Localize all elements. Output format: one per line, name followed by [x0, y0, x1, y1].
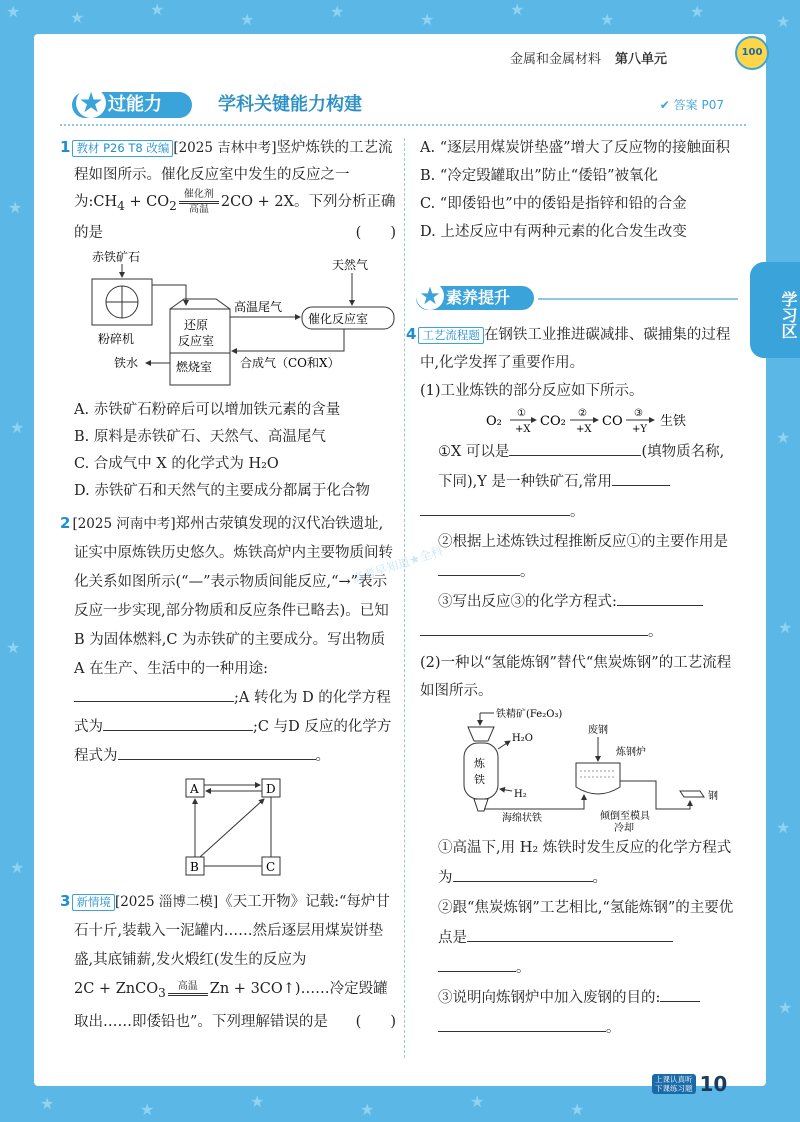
q4-steel-diagram — [420, 705, 736, 833]
section-subtitle: 学科关键能力构建 — [218, 94, 362, 115]
svg-text:炼: 炼 — [474, 757, 485, 770]
q1-number: 1 — [60, 138, 71, 156]
unit-title: 第八单元 — [615, 52, 668, 67]
svg-text:海绵状铁: 海绵状铁 — [502, 813, 542, 824]
q3-source: [2025 淄博二模] — [114, 893, 219, 910]
running-header — [510, 48, 667, 67]
section-title: 过能力 — [72, 92, 192, 118]
svg-text:②: ② — [578, 408, 587, 419]
q1-option-d[interactable]: D. 赤铁矿石和天然气的主要成分都属于化合物 — [74, 482, 370, 499]
q1-crusher-label: 粉碎机 — [98, 331, 135, 346]
q4-blank-h2eq[interactable] — [453, 866, 593, 882]
svg-text:H₂: H₂ — [514, 789, 527, 800]
q4-blank-scrap2[interactable] — [438, 1016, 606, 1032]
iron-furnace — [464, 743, 498, 799]
q4-stem: 在钢铁工业推进碳减排、碳捕集的过程中,化学发挥了重要作用。 — [420, 327, 731, 371]
svg-text:+X: +X — [515, 424, 531, 435]
q3-number: 3 — [60, 891, 71, 910]
svg-text:炼钢炉: 炼钢炉 — [616, 747, 646, 758]
mascot-star-icon: ★ — [416, 282, 444, 310]
q1-stem: 竖炉炼铁的工艺流程如图所示。催化反应室中发生的反应之一为:CH — [74, 140, 393, 210]
question-2: 2 [2025 河南中考]郑州古荥镇发现的汉代冶铁遗址,证实中原炼铁历史悠久。炼铁高炉内主要物质间转化关系如图所示(“—”表示物质间能反应,“→”表示反应一步实现,部分物质和反应条件已略去)。已知 B 为固体燃料,C 为赤铁矿的主要成分。写出物质 A 在生产、生活中的一种用途:;A 转化为 D 的化学方程式为 ;C 与D 反应的化学方程式为 。 — [60, 513, 393, 764]
q4-blank-role[interactable] — [438, 560, 520, 576]
q4-part-1-1: ①X 可以是 (填物质名称,下同),Y 是一种铁矿石,常用 。 — [420, 437, 736, 527]
q2-blank-3[interactable] — [118, 744, 228, 760]
svg-text:+X: +X — [576, 424, 592, 435]
svg-text:天然气: 天然气 — [332, 257, 369, 272]
svg-text:高温尾气: 高温尾气 — [234, 299, 283, 314]
svg-text:铁精矿(Fe₂O₃): 铁精矿(Fe₂O₃) — [496, 709, 563, 720]
page-number: 10 — [699, 1072, 728, 1096]
svg-text:合成气（CO和X）: 合成气（CO和X） — [240, 355, 340, 370]
page-frame: ★ ★ ★ ★ ★ ★ ★ ★ ★ ★ ★ ★ ★ ★ ★ ★ ★ ★ ★ ★ ★ ★ ★ ★ — [0, 0, 800, 1122]
svg-text:A: A — [190, 781, 199, 796]
q4-part-1: (1)工业炼铁的部分反应如下所示。 — [420, 383, 644, 399]
answer-reference: ✔ 答案 P07 — [659, 98, 724, 112]
q2-blank-4[interactable] — [228, 744, 316, 760]
q1-option-b[interactable]: B. 原料是赤铁矿石、天然气、高温尾气 — [74, 428, 326, 445]
section-2-title: 素养提升 — [416, 286, 534, 310]
q4-part-1-3: ③写出反应③的化学方程式: 。 — [420, 587, 736, 647]
q4-blank-eq3a[interactable] — [617, 590, 703, 606]
q1-reaction-arrow: 催化剂 高温 — [179, 189, 219, 215]
q1-tag: 教材 P26 T8 改编 — [72, 140, 173, 157]
svg-text:废钢: 废钢 — [588, 725, 608, 736]
q2-relation-diagram — [74, 773, 396, 883]
question-1: 1 教材 P26 T8 改编 [2025 吉林中考]竖炉炼铁的工艺流程如图所示。催化反应室中发生的反应之一为$:CH_4 + CO_2$催化剂 高温 2CO + 2X。下列分析正确的是 ( ) — [74, 134, 396, 247]
svg-text:CO₂: CO₂ — [540, 414, 566, 429]
q4-blank-adv1[interactable] — [467, 926, 673, 942]
q3-tag: 新情境 — [72, 894, 115, 911]
svg-text:钢: 钢 — [708, 791, 718, 802]
question-4 — [406, 320, 736, 1043]
q3-answer-paren: ( ) — [355, 1013, 396, 1030]
right-column — [420, 134, 740, 246]
svg-text:③: ③ — [634, 408, 643, 419]
q1-source: [2025 吉林中考] — [173, 140, 277, 156]
svg-text:燃烧室: 燃烧室 — [176, 359, 213, 374]
q3-option-a[interactable]: A. “逐层用煤炭饼垫盛”增大了反应物的接触面积 — [420, 140, 731, 156]
mascot-star-icon: ★ — [76, 88, 106, 118]
section-2-header — [416, 284, 742, 312]
q1-options — [74, 397, 396, 505]
q4-number: 4 — [406, 325, 417, 343]
footer-caption: 上课认真听 下课练习题 — [652, 1074, 696, 1094]
q3-option-d[interactable]: D. 上述反应中有两种元素的化合发生改变 — [420, 224, 687, 240]
q2-source: [2025 河南中考] — [72, 515, 176, 532]
q4-part-2-3: ③说明向炼钢炉中加入废钢的目的: 。 — [420, 983, 736, 1043]
q2-number: 2 — [60, 513, 71, 532]
svg-text:H₂O: H₂O — [512, 733, 533, 744]
steel-furnace — [576, 763, 620, 794]
svg-text:B: B — [190, 859, 199, 874]
q4-blank-scrap1[interactable] — [660, 986, 700, 1002]
question-3: 3 新情境 [2025 淄博二模]《天工开物》记载:“每炉甘石十斤,装载入一泥罐内……然后逐层用煤炭饼垫盛,其底铺薪,发火煅红(发生的反应为 2C + ZnCO$_3$ 高温 Zn + 3CO↑)……冷定毁罐取出……即倭铅也”。下列理解错误的是 ( ) — [74, 887, 396, 1037]
q1-option-c[interactable]: C. 合成气中 X 的化学式为 H₂O — [74, 455, 279, 472]
svg-text:O₂: O₂ — [486, 414, 502, 429]
chapter-title: 金属和金属材料 — [510, 52, 602, 67]
banner-rule — [60, 124, 746, 126]
q3-reaction-arrow: 高温 — [168, 981, 208, 996]
svg-text:CO: CO — [602, 414, 623, 429]
side-tab: 学习区 — [750, 262, 800, 358]
section-banner — [72, 86, 732, 119]
svg-text:催化反应室: 催化反应室 — [308, 311, 369, 326]
q4-tag: 工艺流程题 — [418, 327, 484, 344]
q4-part-2-2: ②跟“焦炭炼钢”工艺相比,“氢能炼钢”的主要优点是 。 — [438, 900, 734, 976]
svg-text:冷却: 冷却 — [614, 823, 634, 833]
left-column — [60, 134, 396, 1037]
svg-text:反应室: 反应室 — [178, 333, 215, 348]
svg-text:倾倒至模具: 倾倒至模具 — [600, 811, 650, 822]
q4-blank-x[interactable] — [509, 440, 641, 456]
svg-text:+Y: +Y — [632, 424, 647, 435]
q3-option-c[interactable]: C. “即倭铅也”中的倭铅是指锌和铅的合金 — [420, 196, 687, 212]
q1-iron-label: 铁水 — [114, 355, 139, 370]
mascot-logo: 100 — [735, 36, 769, 70]
q2-blank-1[interactable] — [74, 686, 234, 702]
q4-part-2: (2)一种以“氢能炼钢”替代“焦炭炼钢”的工艺流程如图所示。 — [420, 655, 732, 699]
q3-option-b[interactable]: B. “冷定毁罐取出”防止“倭铅”被氧化 — [420, 168, 659, 184]
q4-blank-adv2[interactable] — [438, 956, 516, 972]
svg-text:①: ① — [517, 408, 526, 419]
section-2-rule — [538, 298, 738, 300]
q2-blank-2[interactable] — [103, 715, 253, 731]
q4-part-2-1: ①高温下,用 H₂ 炼铁时发生反应的化学方程式为 。 — [438, 840, 732, 886]
svg-text:铁: 铁 — [474, 773, 485, 786]
svg-text:C: C — [266, 859, 276, 874]
svg-text:D: D — [266, 781, 276, 796]
column-divider — [404, 138, 405, 1058]
q4-blank-eq3b[interactable] — [420, 620, 648, 636]
page-footer — [652, 1072, 727, 1096]
q1-option-a[interactable]: A. 赤铁矿石粉碎后可以增加铁元素的含量 — [74, 401, 341, 418]
q4-blank-y1[interactable] — [612, 470, 670, 486]
svg-text:还原: 还原 — [184, 317, 209, 332]
q4-reaction-chain — [420, 405, 736, 437]
q1-answer-paren: ( ) — [355, 224, 396, 241]
q4-blank-y2[interactable] — [420, 500, 570, 516]
q3-options — [420, 134, 740, 246]
q1-ore-label: 赤铁矿石 — [92, 249, 141, 264]
steel-ingot — [680, 791, 704, 797]
q1-flow-diagram — [74, 249, 396, 395]
watermark: 高考早知道★全科 — [350, 543, 445, 587]
q2-stem: 郑州古荥镇发现的汉代冶铁遗址,证实中原炼铁历史悠久。炼铁高炉内主要物质间转化关系如图所示(“—”表示物质间能反应,“→”表示反应一步实现,部分物质和反应条件已略去)。已知 B 为固体燃料,C 为赤铁矿的主要成分。写出物质 A 在生产、生活中的一种用途: — [74, 515, 393, 677]
q4-part-1-2: ②根据上述炼铁过程推断反应①的主要作用是。 — [438, 534, 728, 580]
svg-text:生铁: 生铁 — [660, 414, 687, 429]
